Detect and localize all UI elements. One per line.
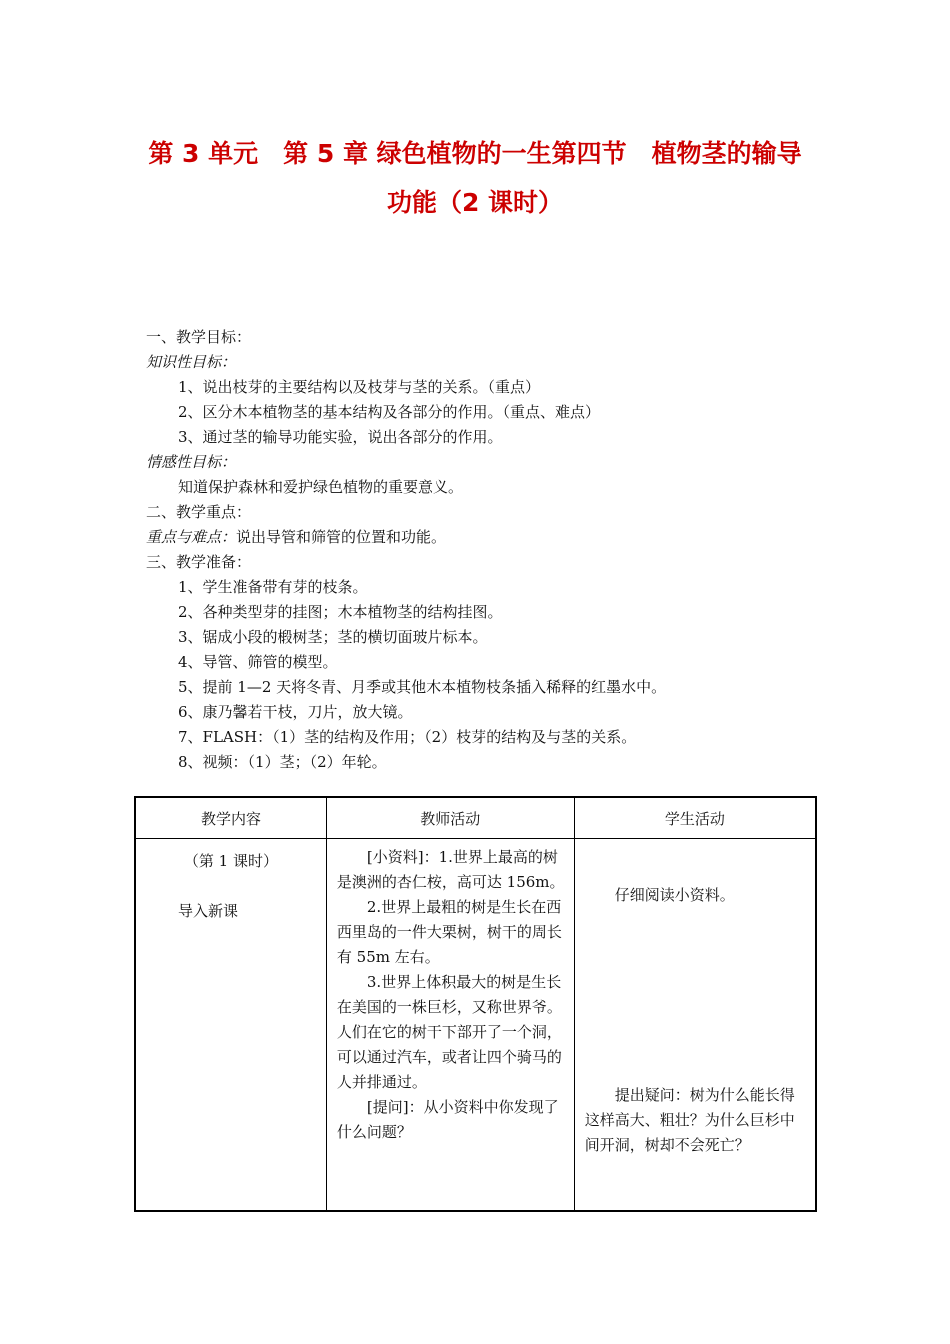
knowledge-item-1: 1、说出枝芽的主要结构以及枝芽与茎的关系。（重点）: [178, 378, 541, 396]
header-teacher-activity: 教师活动: [326, 797, 574, 839]
teacher-activity-cell: [326, 839, 574, 1212]
teacher-material-2: 2.世界上最粗的树是生长在西西里岛的一件大栗树，树干的周长有 55m 左右。: [336, 898, 562, 966]
emotion-item: 知道保护森林和爱护绿色植物的重要意义。: [178, 478, 464, 496]
teacher-material-3: 3.世界上体积最大的树是生长在美国的一株巨杉，又称世界爷。人们在它的树干下部开了一个洞，可以通过汽车，或者让四个骑马的人并排通过。: [336, 973, 562, 1091]
student-activity-cell: [574, 839, 816, 1212]
preparation-item-5: 5、提前 1—2 天将冬青、月季或其他木本植物枝条插入稀释的红墨水中。: [178, 678, 667, 696]
document-title-line-2: 功能（2 课时）: [386, 188, 564, 217]
preparation-heading: 三、教学准备：: [146, 553, 252, 571]
key-points-heading: 二、教学重点：: [146, 503, 252, 521]
header-teaching-content: 教学内容: [135, 797, 326, 839]
knowledge-item-3: 3、通过茎的输导功能实验，说出各部分的作用。: [178, 428, 503, 446]
table-header-row: [135, 797, 816, 839]
document-title-line-1: 第 3 单元 第 5 章 绿色植物的一生第四节 植物茎的输导: [148, 139, 802, 168]
lesson-table: [134, 796, 817, 1212]
preparation-item-3: 3、锯成小段的椴树茎；茎的横切面玻片标本。: [178, 628, 488, 646]
preparation-item-7: 7、FLASH：（1）茎的结构及作用；（2）枝芽的结构及与茎的关系。: [178, 728, 637, 746]
student-activity-question: 提出疑问：树为什么能长得这样高大、粗壮？为什么巨杉中间开洞，树却不会死亡？: [584, 1086, 795, 1154]
preparation-item-8: 8、视频：（1）茎；（2）年轮。: [178, 753, 387, 771]
header-student-activity: 学生活动: [574, 797, 816, 839]
knowledge-objectives-label: 知识性目标：: [146, 353, 237, 371]
key-points-text: 说出导管和筛管的位置和功能。: [236, 528, 447, 546]
preparation-item-1: 1、学生准备带有芽的枝条。: [178, 578, 368, 596]
emotion-objectives-label: 情感性目标：: [146, 453, 237, 471]
key-points-line: [146, 527, 446, 547]
table-row: [135, 839, 816, 1212]
preparation-item-6: 6、康乃馨若干枝，刀片，放大镜。: [178, 703, 413, 721]
preparation-item-4: 4、导管、筛管的模型。: [178, 653, 338, 671]
content-cell: [135, 839, 326, 1212]
knowledge-item-2: 2、区分木本植物茎的基本结构及各部分的作用。（重点、难点）: [178, 403, 601, 421]
key-points-label: 重点与难点：: [146, 528, 237, 546]
lesson-period: （第 1 课时）: [183, 852, 278, 870]
teacher-question: [提问]：从小资料中你发现了什么问题？: [336, 1098, 559, 1141]
preparation-item-2: 2、各种类型芽的挂图；木本植物茎的结构挂图。: [178, 603, 503, 621]
student-activity-read: 仔细阅读小资料。: [614, 886, 735, 904]
objectives-heading: 一、教学目标：: [146, 328, 252, 346]
intro-label: 导入新课: [178, 902, 239, 920]
teacher-material-1: [小资料]：1.世界上最高的树是澳洲的杏仁桉，高可达 156m。: [336, 848, 565, 891]
